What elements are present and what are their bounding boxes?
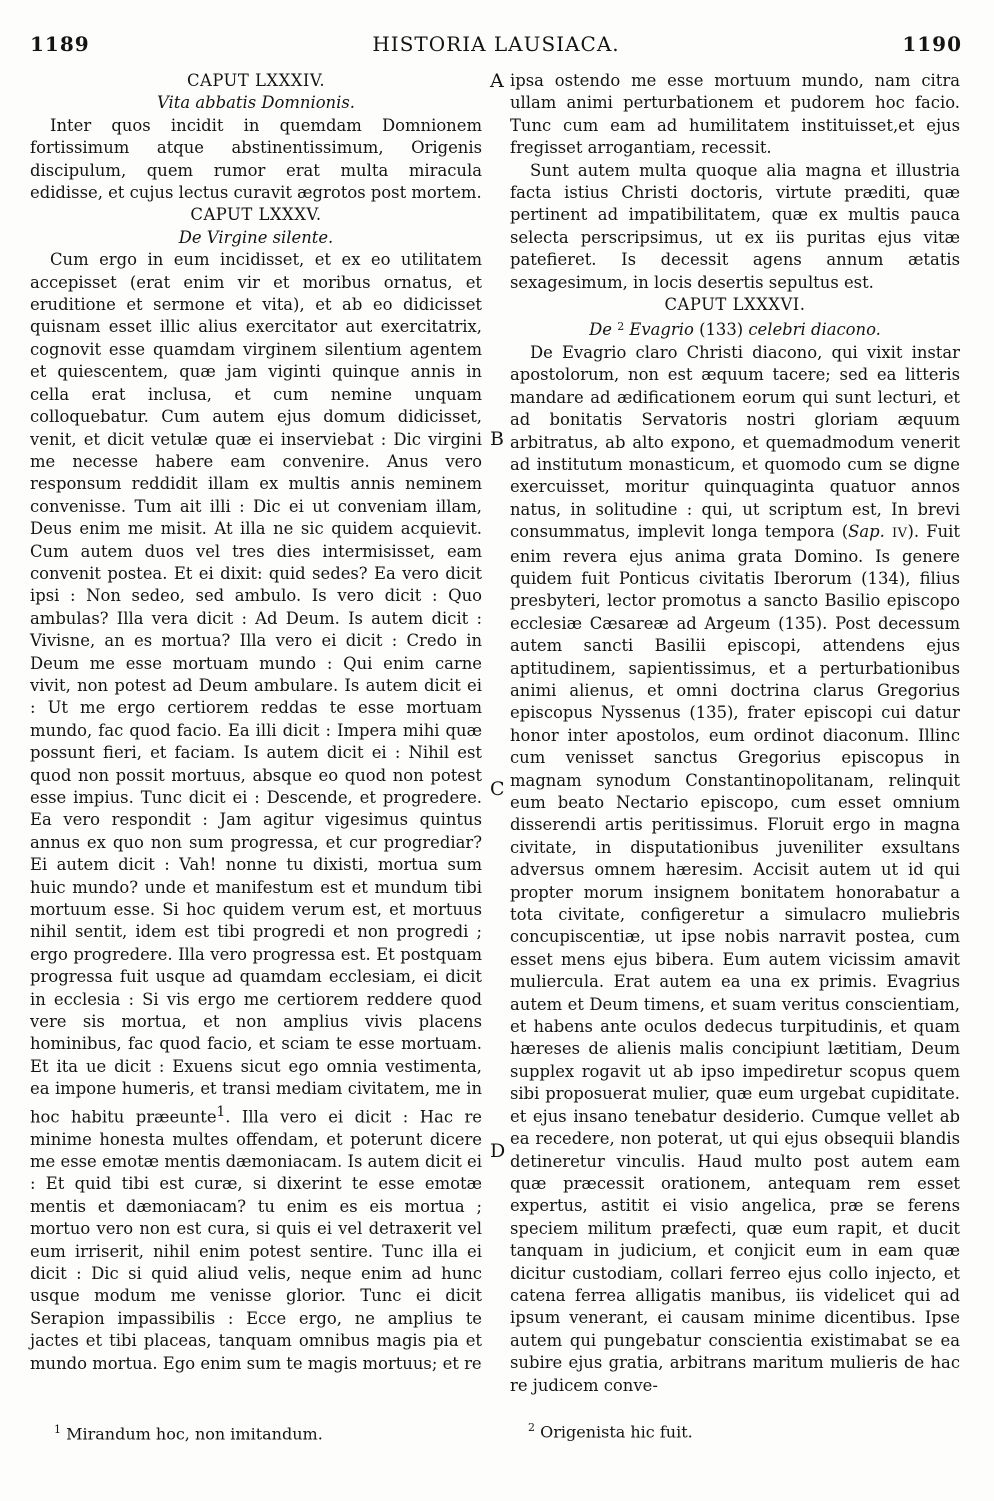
paragraph-2: Sunt autem multa quoque alia magna et illustria facta istius Christi doctoris, virtute præditi, quæ pertinent ad impatibilitatem, quæ ex multis pauca selecta perscripsimus, ut ex iis puritas ejus vitæ patefieret. Is decessit agens annum ætatis sexagesimum, in locis desertis sepultus est.	[510, 160, 960, 292]
continued-text: ipsa ostendo me esse mortuum mundo, nam citra ullam animi perturbationem et pudorem hoc facio. Tunc cum eam ad humilitatem instituisset,et ejus fregisset arrogantiam, recessit.	[510, 71, 960, 158]
page-number-right: 1190	[902, 32, 962, 56]
chapter-86-text-cont: ). Fuit enim revera ejus anima grata Domino. Is genere quidem fuit Ponticus civitatis Iberorum (134), filius presbyteri, lector promotus a sancto Basilio episcopo ecclesiæ Cæsareæ ad Argeum (135). Post decessum autem sancti Basilii episcopi, attendens ejus aptitudinem, sapientissimus, et a perturbationibus animi alienus, et omni doctrina clarus Gregorius episcopus Nyssenus (135), frater episcopi cui datur honor inter apostolos, eum ordinot diaconum. Illinc cum venisset sanctus Gregorius episcopus in magnam synodum Constantinopolitanam, relinquit eum beato Nectario episcopo, cum esset omnium disserendi artis peritissimus. Floruit ergo in magna civitate, in disputationibus juveniliter exsultans adversus omnem hæresim. Accisit autem ut id qui propter morum insignem bonitatem honorabatur a tota civitate, configeretur a simulacro muliebris concupiscentiæ, ut ipse nobis narravit postea, cum esset mens ejus bibera. Eum autem vicissim amavit muliercula. Erat autem ea una ex primis. Evagrius autem et Deum timens, et suam veritus conscientiam, et habens ante oculos dedecus turpitudinis, et quam hæreses de alienis malis concipiunt lætitiam, Deum supplex rogavit ut ab ipso impediretur scopus quem sibi proposuerat mulier, quæ eum urgebat cupiditate. et ejus insano tenebatur desiderio. Cumque vellet ab ea recedere, non poterat, ut qui ejus obsequii blandis detineretur vinculis. Haud multo post autem eam quæ præcessit orationem, antequam rem esset expertus, astitit ei visio angelica, præ se ferens speciem militum præfecti, quæ eum rapit, et ducit tanquam in judicium, et conjicit eum in eam quæ dicitur custodiam, collari ferreo ejus collo injecto, et catena ferrea alligatis manibus, iis videlicet qui ad ipsum venerant, ei causam minime dicentibus. Ipse autem qui pungebatur conscientia existimabat se ea subire ejus gratia, arbitrans maritum mulieris de hac re judicem conve-	[510, 522, 961, 1395]
footnote-1-mark: 1	[54, 1423, 61, 1436]
subtitle-note-mark: 2	[617, 320, 625, 334]
footnote-1-text: Mirandum hoc, non imitandum.	[66, 1424, 323, 1444]
subtitle-number: (133)	[699, 320, 744, 340]
scripture-ref-number: IV	[891, 526, 908, 542]
running-title: HISTORIA LAUSIACA.	[372, 32, 620, 56]
page-header	[30, 32, 962, 62]
margin-marker-a: A	[490, 70, 504, 92]
subtitle-rest: celebri diacono.	[748, 320, 881, 340]
scripture-ref: Sap.	[848, 522, 885, 542]
chapter-85-title: CAPUT LXXXV.	[190, 205, 322, 225]
left-column	[30, 70, 482, 1375]
chapter-86-paragraph	[510, 342, 960, 1397]
footnote-1	[54, 1419, 323, 1445]
chapter-85-text: Cum ergo in eum incidisset, et ex eo utilitatem accepisset (erat enim vir et moribus ornatus, et eruditione et sermone et vita), et ab eo didicisset quisnam esset illic alius exercitator aut exercitatrix, cognovit esse quamdam virginem silentium agentem et quiescentem, quæ jam viginti quinque annis in cella erat inclusa, et cum nemine unquam colloquebatur. Cum autem ejus domum didicisset, venit, et dicit vetulæ quæ ei inserviebat : Dic virgini me necesse habere eam convenire. Anus vero responsum reddidit illam ex multis annis neminem convenisse. Tum ait illi : Dic ei ut conveniam illam, Deus enim me misit. At illa ne sic quidem acquievit. Cum autem duos vel tres dies intermisisset, eam convenit postea. Et ei dixit: quid sedes? Ea vero dicit ipsi : Non sedeo, sed ambulo. Is vero dicit : Quo ambulas? Illa vera dicit : Ad Deum. Is autem dicit : Vivisne, an es mortua? Illa vero ei dicit : Credo in Deum me esse mortuam mundo : Qui enim carne vivit, non potest ad Deum ambulare. Is autem dicit ei : Ut me ergo certiorem reddas te esse mortuam mundo, fac quod facio. Ea illi dicit : Impera mihi quæ possunt fieri, et faciam. Is autem dicit ei : Nihil est quod non possit mortuus, absque eo quod non potest esse impius. Tunc dicit ei : Descende, et progredere. Ea vero respondit : Jam agitur vigesimus quintus annus ex quo non sum progressa, et cur progrediar? Ei autem dicit : Vah! nonne tu dixisti, mortua sum huic mundo? unde et manifestum est et mundum tibi mortuum esse. Si hoc quidem verum est, et mortuus nihil sentit, idem est tibi progredi et non progredi ; ergo progredere. Illa vero progressa est. Et postquam progressa fuit usque ad quamdam ecclesiam, ei dicit in ecclesia : Si vis ergo me certiorem reddere quod vere sis mortua, et non amplius vivis placens hominibus, fac quod facio, et sciam te esse mortuam. Et ita ue dicit : Exuens sicut ego omnia vestimenta, ea impone humeris, et transi mediam civitatem, me in hoc habitu præeunte	[30, 250, 482, 1127]
chapter-86-subtitle	[510, 316, 960, 341]
chapter-85-subtitle: De Virgine silente.	[178, 227, 334, 247]
right-column	[510, 70, 960, 1397]
footnote-2	[528, 1417, 693, 1443]
chapter-86-title: CAPUT LXXXVI.	[664, 295, 806, 315]
footnote-ref-1: 1	[216, 1103, 226, 1120]
margin-marker-d: D	[490, 1140, 506, 1162]
subtitle-name: Evagrio	[629, 320, 694, 340]
page-number-left: 1189	[30, 32, 90, 56]
margin-marker-c: C	[490, 778, 505, 800]
footnote-2-mark: 2	[528, 1421, 535, 1434]
chapter-86-text: De Evagrio claro Christi diacono, qui vixit instar apostolorum, non est æquum tacere; sed ea litteris mandare ad ædificationem eorum qui sunt lecturi, et ad bonitatis Servatoris nostri gloriam æquum arbitratus, ab alto expono, et quemadmodum venerit ad institutum monasticum, et quomodo cum se digne exercuisset, moritur quinquaginta quatuor annos natus, in solitudine : qui, ut scriptum est, In brevi consummatus, implevit longa tempora (	[510, 342, 960, 542]
chapter-85-text-cont: . Illa vero ei dicit : Hac re minime honesta multes offendam, et poterunt dicere me esse emotæ mentis dæmoniacam. Is autem dicit ei : Et quid tibi est curæ, si dixerint te esse emotæ mentis et dæmoniacam? tu enim es eis mortua ; mortuo vero non est cura, si quis ei vel detraxerit vel eum irriserit, nihil enim potest sentire. Tunc illa ei dicit : Dic si quid aliud velis, neque enim ad hunc usque modum me venisse glorior. Tunc ei dicit Serapion impassibilis : Ecce ergo, ne amplius te jactes et tibi placeas, tanquam omnibus magis pia et mundo mortua. Ego enim sum te magis mortuus; et re	[30, 1107, 483, 1373]
chapter-84-title: CAPUT LXXXIV.	[186, 71, 326, 90]
chapter-85-paragraph	[30, 249, 482, 1375]
chapter-84-subtitle: Vita abbatis Domnionis.	[157, 93, 355, 113]
footnote-2-text: Origenista hic fuit.	[540, 1422, 693, 1442]
subtitle-de: De	[589, 320, 612, 340]
margin-marker-b: B	[490, 428, 504, 450]
chapter-84-text: Inter quos incidit in quemdam Domnionem fortissimum atque abstinentissimum, Origenis discipulum, quem rumor erat multa miracula edidisse, et cujus lectus curavit ægrotos post mortem.	[30, 115, 482, 203]
